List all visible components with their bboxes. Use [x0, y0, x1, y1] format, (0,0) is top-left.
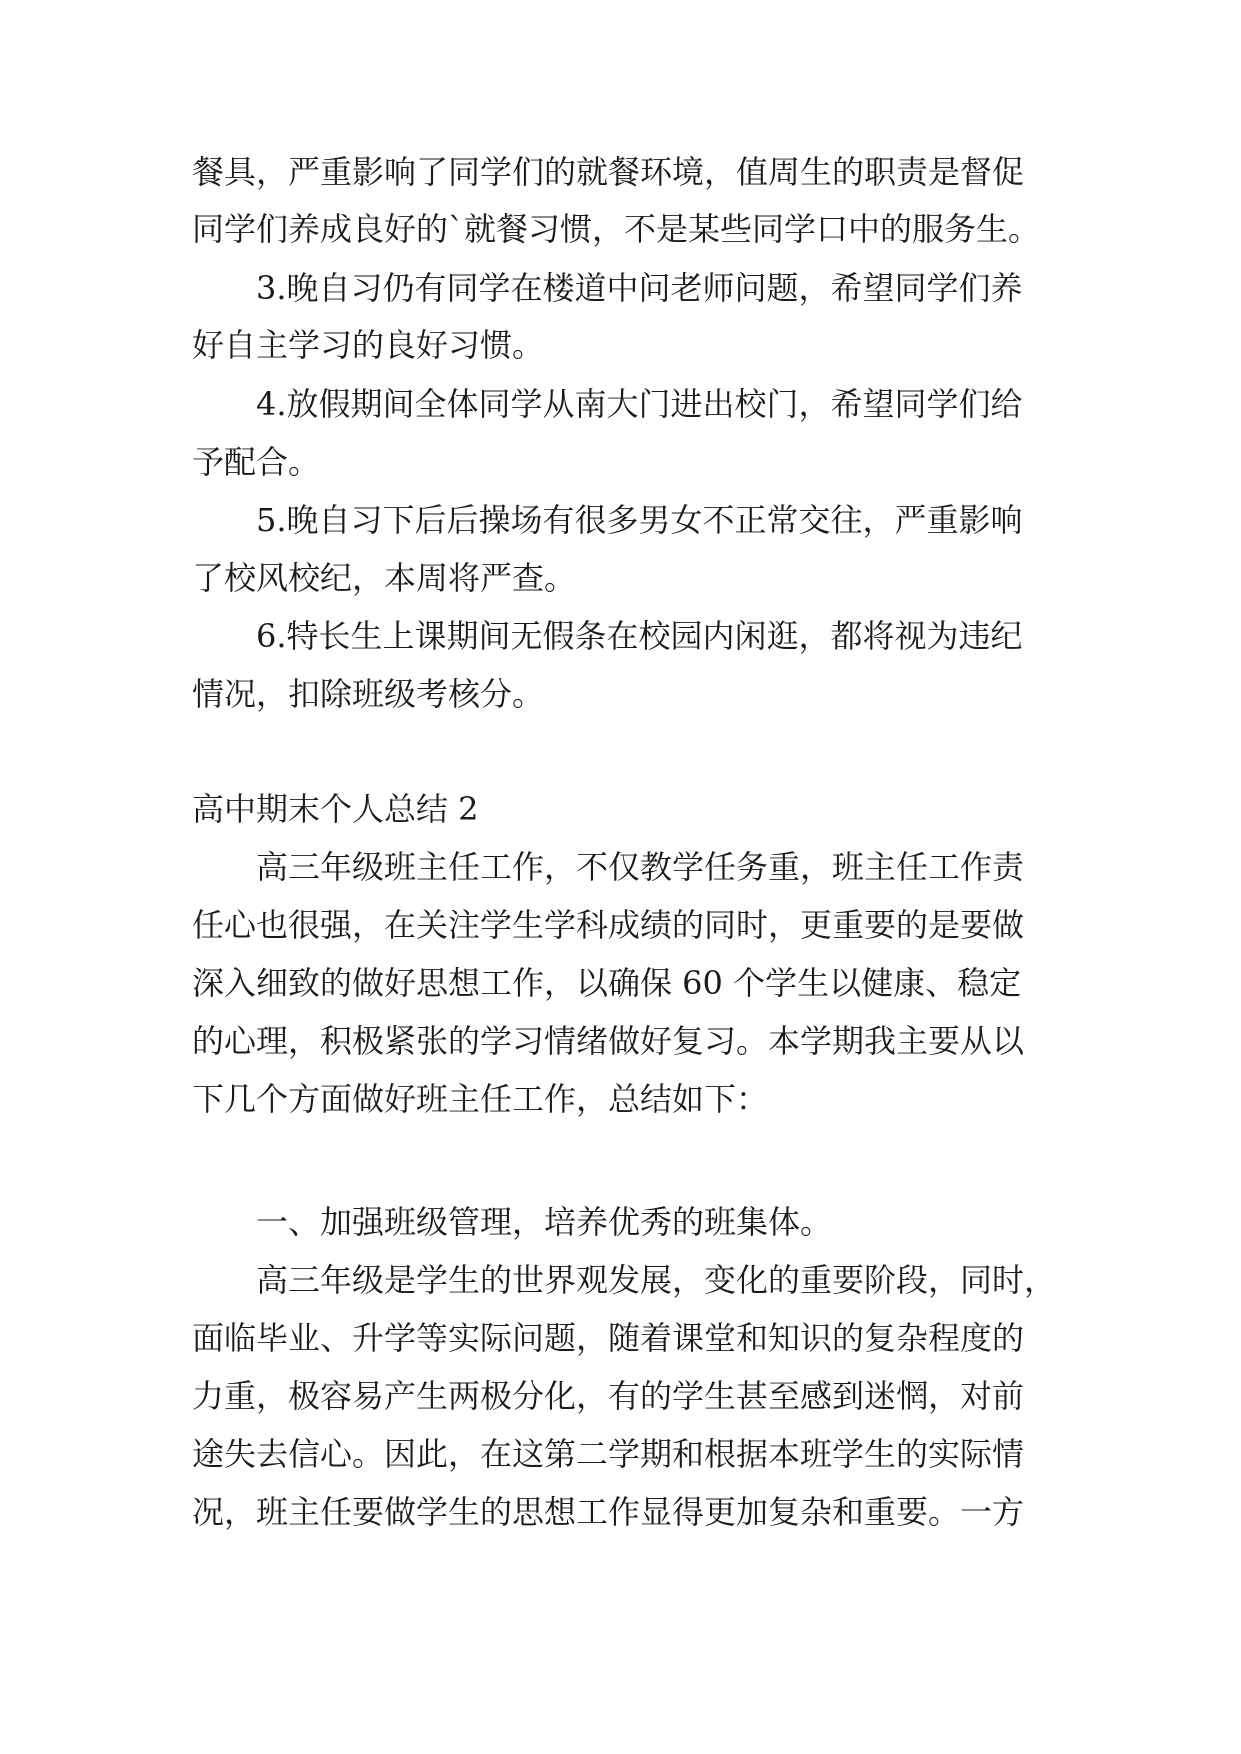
text-line: 高三年级是学生的世界观发展，变化的重要阶段，同时， [256, 1261, 1057, 1299]
text-line: 下几个方面做好班主任工作，总结如下： [192, 1080, 769, 1118]
text-line: 面临毕业、升学等实际问题，随着课堂和知识的复杂程度的 [192, 1319, 1025, 1357]
text-line: 况，班主任要做学生的思想工作显得更加复杂和重要。一方 [192, 1493, 1025, 1531]
section-heading: 高中期末个人总结 2 [192, 790, 479, 828]
text-line: 情况，扣除班级考核分。 [192, 675, 545, 713]
text-line: 4.放假期间全体同学从南大门进出校门，希望同学们给 [256, 385, 1023, 423]
subsection-heading: 一、加强班级管理，培养优秀的班集体。 [256, 1203, 833, 1241]
text-line: 力重，极容易产生两极分化，有的学生甚至感到迷惘，对前 [192, 1377, 1025, 1415]
text-line: 途失去信心。因此，在这第二学期和根据本班学生的实际情 [192, 1435, 1025, 1473]
text-line: 深入细致的做好思想工作，以确保 60 个学生以健康、稳定 [192, 964, 1022, 1002]
text-line: 同学们养成良好的`就餐习惯，不是某些同学口中的服务生。 [192, 210, 1041, 248]
text-line: 高三年级班主任工作，不仅教学任务重，班主任工作责 [256, 848, 1025, 886]
text-line: 3.晚自习仍有同学在楼道中问老师问题，希望同学们养 [256, 269, 1023, 307]
text-line: 予配合。 [192, 443, 321, 481]
text-line: 了校风校纪，本周将严查。 [192, 559, 577, 597]
text-line: 5.晚自习下后后操场有很多男女不正常交往，严重影响 [256, 501, 1023, 539]
text-line: 好自主学习的良好习惯。 [192, 326, 545, 364]
text-line: 餐具，严重影响了同学们的就餐环境，值周生的职责是督促 [192, 153, 1025, 191]
text-line: 6.特长生上课期间无假条在校园内闲逛，都将视为违纪 [256, 617, 1023, 655]
text-line: 的心理，积极紧张的学习情绪做好复习。本学期我主要从以 [192, 1022, 1025, 1060]
text-line: 任心也很强，在关注学生学科成绩的同时，更重要的是要做 [192, 906, 1025, 944]
